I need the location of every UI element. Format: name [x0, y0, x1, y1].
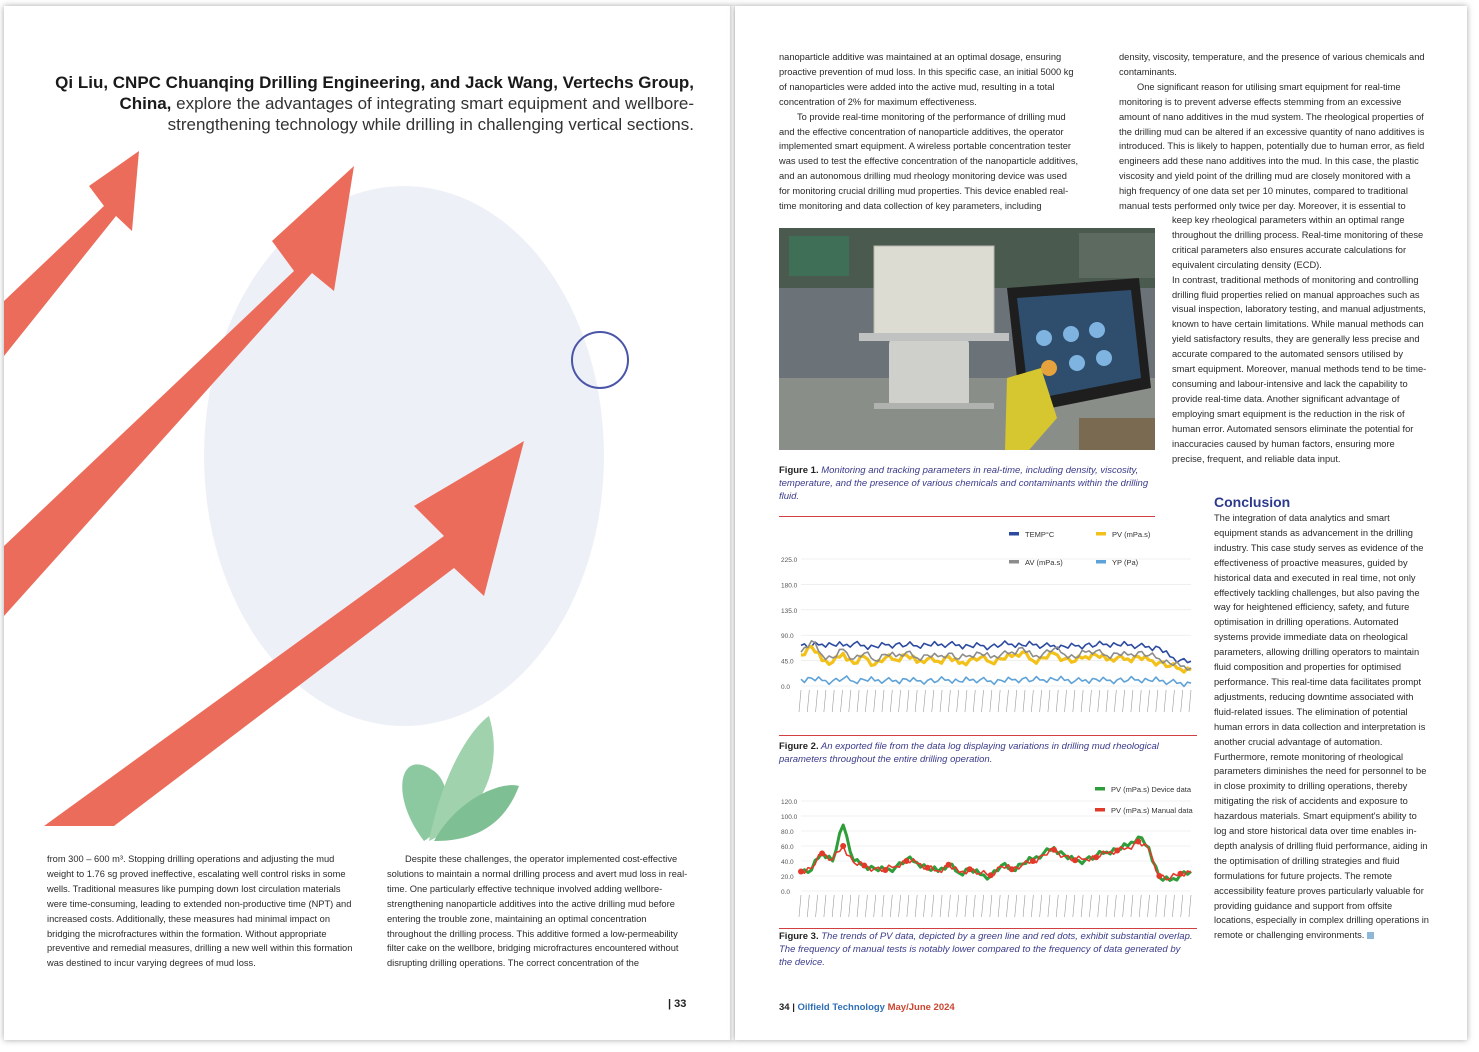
figure-2-bottom-rule [779, 735, 1197, 736]
series-line [801, 647, 1191, 673]
figure-3-label: Figure 3. [779, 931, 819, 942]
x-tick-mark [1031, 690, 1033, 712]
conclusion-text-block [1214, 511, 1430, 943]
x-tick-mark [965, 690, 967, 712]
figure-2-label: Figure 2. [779, 741, 819, 752]
manual-data-dot [819, 851, 825, 857]
left-page-number: | 33 [668, 998, 687, 1010]
x-tick-mark [899, 690, 901, 712]
legend-label: PV (mPa.s) [1112, 530, 1151, 539]
manual-data-dot [903, 858, 909, 864]
x-tick-mark [882, 895, 884, 917]
series-line [801, 676, 1191, 686]
x-tick-mark [990, 690, 992, 712]
figure-1-photo [779, 228, 1155, 450]
y-tick-label: 80.0 [781, 829, 794, 836]
byline-lead: explore the advantages of integrating smart equipment and wellbore-strengthening technology while drilling in challenging vertical sections. [167, 94, 694, 134]
right-column-2-para-1: density, viscosity, temperature, and the presence of various chemicals and contaminants. [1119, 52, 1425, 77]
x-tick-mark [1172, 690, 1174, 712]
figure-3-top-rule [779, 928, 1197, 929]
x-tick-mark [874, 690, 876, 712]
x-tick-mark [1131, 690, 1133, 712]
x-tick-mark [932, 690, 934, 712]
x-tick-mark [1139, 690, 1141, 712]
x-tick-mark [998, 895, 1000, 917]
legend-label: TEMP°C [1025, 530, 1055, 539]
x-tick-mark [1081, 895, 1083, 917]
x-tick-mark [890, 895, 892, 917]
x-tick-mark [1123, 895, 1125, 917]
legend-label: PV (mPa.s) Device data [1111, 785, 1192, 794]
x-tick-mark [816, 690, 818, 712]
background-blob [204, 186, 604, 726]
x-tick-mark [1114, 690, 1116, 712]
x-tick-mark [1131, 895, 1133, 917]
x-tick-mark [907, 690, 909, 712]
y-tick-label: 100.0 [781, 814, 798, 821]
x-tick-mark [957, 895, 959, 917]
y-tick-label: 135.0 [781, 607, 798, 615]
manual-data-dot [1156, 873, 1162, 879]
x-tick-mark [899, 895, 901, 917]
x-tick-mark [940, 690, 942, 712]
manual-data-dot [1072, 857, 1078, 863]
x-tick-mark [1098, 895, 1100, 917]
x-tick-mark [923, 690, 925, 712]
x-tick-mark [1023, 895, 1025, 917]
x-tick-mark [923, 895, 925, 917]
manual-data-dot [1009, 866, 1015, 872]
right-column-3-para-2: In contrast, traditional methods of monitoring and controlling drilling fluid properties relied on manual approaches such as visual inspection, laboratory testing, and manual adjustments, known to have certain limitations. While manual methods can yield satisfactory results, they are generally less precise and accurate compared to the automated sensors utilised by smart equipment. Moreover, manual methods tend to be time-consuming and labour-intensive and lack the capability to provide real-time data. Another significant advantage of employing smart equipment is the reduction in the risk of human error. Automated sensors eliminate the potential for inaccuracies caused by human factors, ensuring more precise, frequent, and reliable data input. [1172, 274, 1427, 464]
x-tick-mark [982, 690, 984, 712]
left-column-1-text: from 300 – 600 m³. Stopping drilling operations and adjusting the mud weight to 1.76 sg proved ineffective, escalating well control risks in some wells. Traditional measures like pumping down lost circulation materials were time-consuming, leading to extended non-productive time (NPT) and increased costs. Additionally, these measures had minimal impact on bridging the microfractures within the formation. Without appropriate preventive and remedial measures, drilling a new well within this formation was destined to incur varying degrees of mud loss. [47, 854, 353, 969]
x-tick-mark [1156, 690, 1158, 712]
x-tick-mark [965, 895, 967, 917]
manual-data-dot [946, 862, 952, 868]
right-page-number: 34 [779, 1002, 790, 1013]
x-tick-mark [915, 895, 917, 917]
x-tick-mark [1181, 690, 1183, 712]
x-tick-mark [1106, 895, 1108, 917]
x-tick-mark [849, 895, 851, 917]
x-tick-mark [1015, 690, 1017, 712]
y-tick-label: 60.0 [781, 844, 794, 851]
figure-3-chart [779, 776, 1199, 924]
legend-swatch [1096, 532, 1106, 536]
right-column-3-para-1: keep key rheological parameters within an optimal range throughout the drilling process. Real-time monitoring of these critical parameters also ensures accurate calculations for equivalent circulating density (ECD). [1172, 215, 1424, 270]
article-byline [44, 72, 694, 135]
footer-separator: | [789, 1002, 798, 1013]
x-tick-mark [882, 690, 884, 712]
magazine-name: Oilfield Technology [797, 1002, 885, 1013]
x-tick-mark [824, 895, 826, 917]
x-tick-mark [857, 690, 859, 712]
right-column-2 [1119, 50, 1425, 214]
x-tick-mark [1048, 895, 1050, 917]
x-tick-mark [874, 895, 876, 917]
manual-data-dot [1177, 871, 1183, 877]
x-tick-mark [840, 690, 842, 712]
legend-swatch [1009, 560, 1019, 564]
x-tick-mark [982, 895, 984, 917]
arrows-illustration [4, 126, 734, 856]
manual-data-dot [967, 866, 973, 872]
manual-data-dot [1114, 848, 1120, 854]
x-tick-mark [799, 895, 801, 917]
x-tick-mark [1065, 895, 1067, 917]
right-column-1-para-1: nanoparticle additive was maintained at an optimal dosage, ensuring proactive prevention of mud loss. In this specific case, an initial 5000 kg of nanoparticles were added into the active mud, resulting in a total concentration of 2% for maximum effectiveness. [779, 52, 1074, 107]
issue-date: May/June 2024 [887, 1002, 955, 1013]
manual-data-dot [861, 863, 867, 869]
figure-2-caption-text: An exported file from the data log displaying variations in drilling mud rheological parameters throughout the entire drilling operation. [779, 741, 1159, 765]
x-tick-mark [1148, 690, 1150, 712]
manual-data-dot [924, 865, 930, 871]
x-tick-mark [865, 895, 867, 917]
right-column-1-para-2: To provide real-time monitoring of the performance of drilling mud and the effective concentration of nanoparticle additives, the operator implemented smart equipment. A wireless portable concentration tester was used to test the effective concentration of the nanoparticle additives, and an autonomous drilling mud rheology monitoring device was used for monitoring crucial drilling mud properties. This device enabled real-time monitoring and data collection of key parameters, including [779, 111, 1079, 212]
x-tick-mark [973, 690, 975, 712]
y-tick-label: 120.0 [781, 799, 798, 806]
left-column-1 [47, 852, 355, 971]
legend-swatch [1095, 787, 1105, 791]
legend-label: AV (mPa.s) [1025, 558, 1063, 567]
manual-data-dot [1030, 858, 1036, 864]
left-column-2 [387, 852, 693, 971]
x-tick-mark [1123, 690, 1125, 712]
x-tick-mark [1040, 895, 1042, 917]
y-tick-label: 0.0 [781, 889, 791, 896]
legend-swatch [1096, 560, 1106, 564]
conclusion-text: The integration of data analytics and smart equipment stands as advancement in the drilling industry. This case study serves as evidence of the effectiveness of proactive measures, guided by historical data and executed in real time, not only effectively tackling challenges, but also paving the way for heightened efficiency, safety, and future optimisation in drilling operations. Automated systems provide immediate data on rheological parameters, allowing drilling operators to maintain fluid composition and properties for optimised performance. This real-time data facilitates prompt adjustments, reducing downtime associated with fluid-related issues. The elimination of potential human errors in data collection and interpretation is another crucial advantage of automation. Furthermore, remote monitoring of rheological parameters diminishes the need for personnel to be in close proximity to drilling operations, thereby mitigating the risk of accidents and exposure to hazardous materials. Smart equipment's ability to log and store historical data over time enables in-depth analysis of drilling fluid performance, aiding in the optimisation of drilling strategies and fluid formulations for future projects. The remote accessibility feature proves particularly valuable for providing guidance and support from offsite locations, especially in complex drilling operations in remote or challenging environments. [1214, 513, 1429, 941]
x-tick-mark [1006, 690, 1008, 712]
x-tick-mark [1139, 895, 1141, 917]
x-tick-mark [932, 895, 934, 917]
arrow-small [4, 151, 139, 356]
right-column-1 [779, 50, 1079, 214]
x-tick-mark [1164, 690, 1166, 712]
legend-swatch [1095, 808, 1105, 812]
left-column-2-text: Despite these challenges, the operator implemented cost-effective solutions to maintain a normal drilling process and avert mud loss in real-time. One particularly effective technique involved adding wellbore-strengthening nanoparticle additives into the active drilling mud before entering the trouble zone, maintaining an optimal concentration throughout the drilling process. This additive formed a low-permeability filter cake on the wellbore, bridging microfractures encountered without disrupting drilling operations. The correct concentration of the [387, 854, 688, 969]
right-page-footer [779, 1002, 955, 1013]
x-tick-mark [1089, 690, 1091, 712]
x-tick-mark [1023, 690, 1025, 712]
x-tick-mark [1106, 690, 1108, 712]
x-tick-mark [1114, 895, 1116, 917]
manual-data-dot [840, 843, 846, 849]
x-tick-mark [990, 895, 992, 917]
y-tick-label: 40.0 [781, 859, 794, 866]
y-tick-label: 90.0 [781, 633, 794, 641]
x-tick-mark [807, 690, 809, 712]
x-tick-mark [940, 895, 942, 917]
manual-data-dot [798, 869, 804, 875]
x-tick-mark [1031, 895, 1033, 917]
legend-swatch [1009, 532, 1019, 536]
x-tick-mark [948, 895, 950, 917]
x-tick-mark [1089, 895, 1091, 917]
figure-3-caption [779, 930, 1194, 969]
figure-3-caption-text: The trends of PV data, depicted by a green line and red dots, exhibit substantial overlap. The frequency of manual tests is notably lower compared to the frequency of data generated by the device. [779, 931, 1193, 968]
x-tick-mark [890, 690, 892, 712]
byline-authors: Qi Liu, CNPC Chuanqing Drilling Engineering, and Jack Wang, Vertechs Group, China, [55, 73, 694, 113]
x-tick-mark [1172, 895, 1174, 917]
x-tick-mark [1006, 895, 1008, 917]
x-tick-mark [915, 690, 917, 712]
legend-label: PV (mPa.s) Manual data [1111, 806, 1193, 815]
x-tick-mark [849, 690, 851, 712]
figure-1-label: Figure 1. [779, 465, 819, 476]
x-tick-mark [1073, 895, 1075, 917]
y-tick-label: 180.0 [781, 582, 798, 590]
figure-2-top-rule [779, 516, 1155, 517]
right-column-2-para-2: One significant reason for utilising smart equipment for real-time monitoring is to prevent adverse effects stemming from an excessive amount of nano additives in the mud system. The rheological properties of the drilling mud can be altered if an excessive quantity of nano additives is introduced. This is likely to happen, potentially due to human error, as field engineers add these nano additives into the mud. In this case, the plastic viscosity and yield point of the drilling mud are closely monitored with a high frequency of one data set per 10 minutes, compared to traditional manual tests performed only twice per day. Moreover, it is essential to [1119, 81, 1425, 212]
x-tick-mark [1189, 690, 1191, 712]
leaf-decoration [402, 716, 519, 841]
x-tick-mark [799, 690, 801, 712]
figure-1-caption [779, 464, 1155, 503]
x-tick-mark [816, 895, 818, 917]
figure-2-caption [779, 740, 1179, 766]
x-tick-mark [1148, 895, 1150, 917]
x-tick-mark [1065, 690, 1067, 712]
x-tick-mark [948, 690, 950, 712]
x-tick-mark [1098, 690, 1100, 712]
x-tick-mark [1056, 690, 1058, 712]
conclusion-heading: Conclusion [1214, 494, 1291, 510]
x-tick-mark [824, 690, 826, 712]
x-tick-mark [1015, 895, 1017, 917]
right-column-3 [1172, 213, 1428, 466]
x-tick-mark [1056, 895, 1058, 917]
x-tick-mark [832, 895, 834, 917]
figure-1-caption-text: Monitoring and tracking parameters in real-time, including density, viscosity, temperature, and the presence of various chemicals and contaminants within the drilling fluid. [779, 465, 1149, 502]
manual-data-dot [988, 872, 994, 878]
x-tick-mark [807, 895, 809, 917]
x-tick-mark [1156, 895, 1158, 917]
x-tick-mark [865, 690, 867, 712]
x-tick-mark [957, 690, 959, 712]
x-tick-mark [1164, 895, 1166, 917]
end-mark-icon [1367, 932, 1374, 939]
left-page [4, 6, 734, 1040]
manual-data-dot [1093, 854, 1099, 860]
y-tick-label: 20.0 [781, 874, 794, 881]
x-tick-mark [832, 690, 834, 712]
figure-2-chart [779, 522, 1199, 728]
x-tick-mark [1081, 690, 1083, 712]
manual-data-dot [1051, 847, 1057, 853]
x-tick-mark [973, 895, 975, 917]
x-tick-mark [1040, 690, 1042, 712]
y-tick-label: 225.0 [781, 557, 798, 564]
x-tick-mark [857, 895, 859, 917]
y-tick-label: 45.0 [781, 658, 794, 666]
manual-data-dot [1135, 839, 1141, 845]
legend-label: YP (Pa) [1112, 558, 1139, 567]
x-tick-mark [1181, 895, 1183, 917]
x-tick-mark [907, 895, 909, 917]
manual-data-dot [882, 867, 888, 873]
x-tick-mark [1048, 690, 1050, 712]
right-page [735, 6, 1467, 1040]
y-tick-label: 0.0 [781, 684, 791, 691]
x-tick-mark [998, 690, 1000, 712]
x-tick-mark [840, 895, 842, 917]
x-tick-mark [1073, 690, 1075, 712]
x-tick-mark [1189, 895, 1191, 917]
